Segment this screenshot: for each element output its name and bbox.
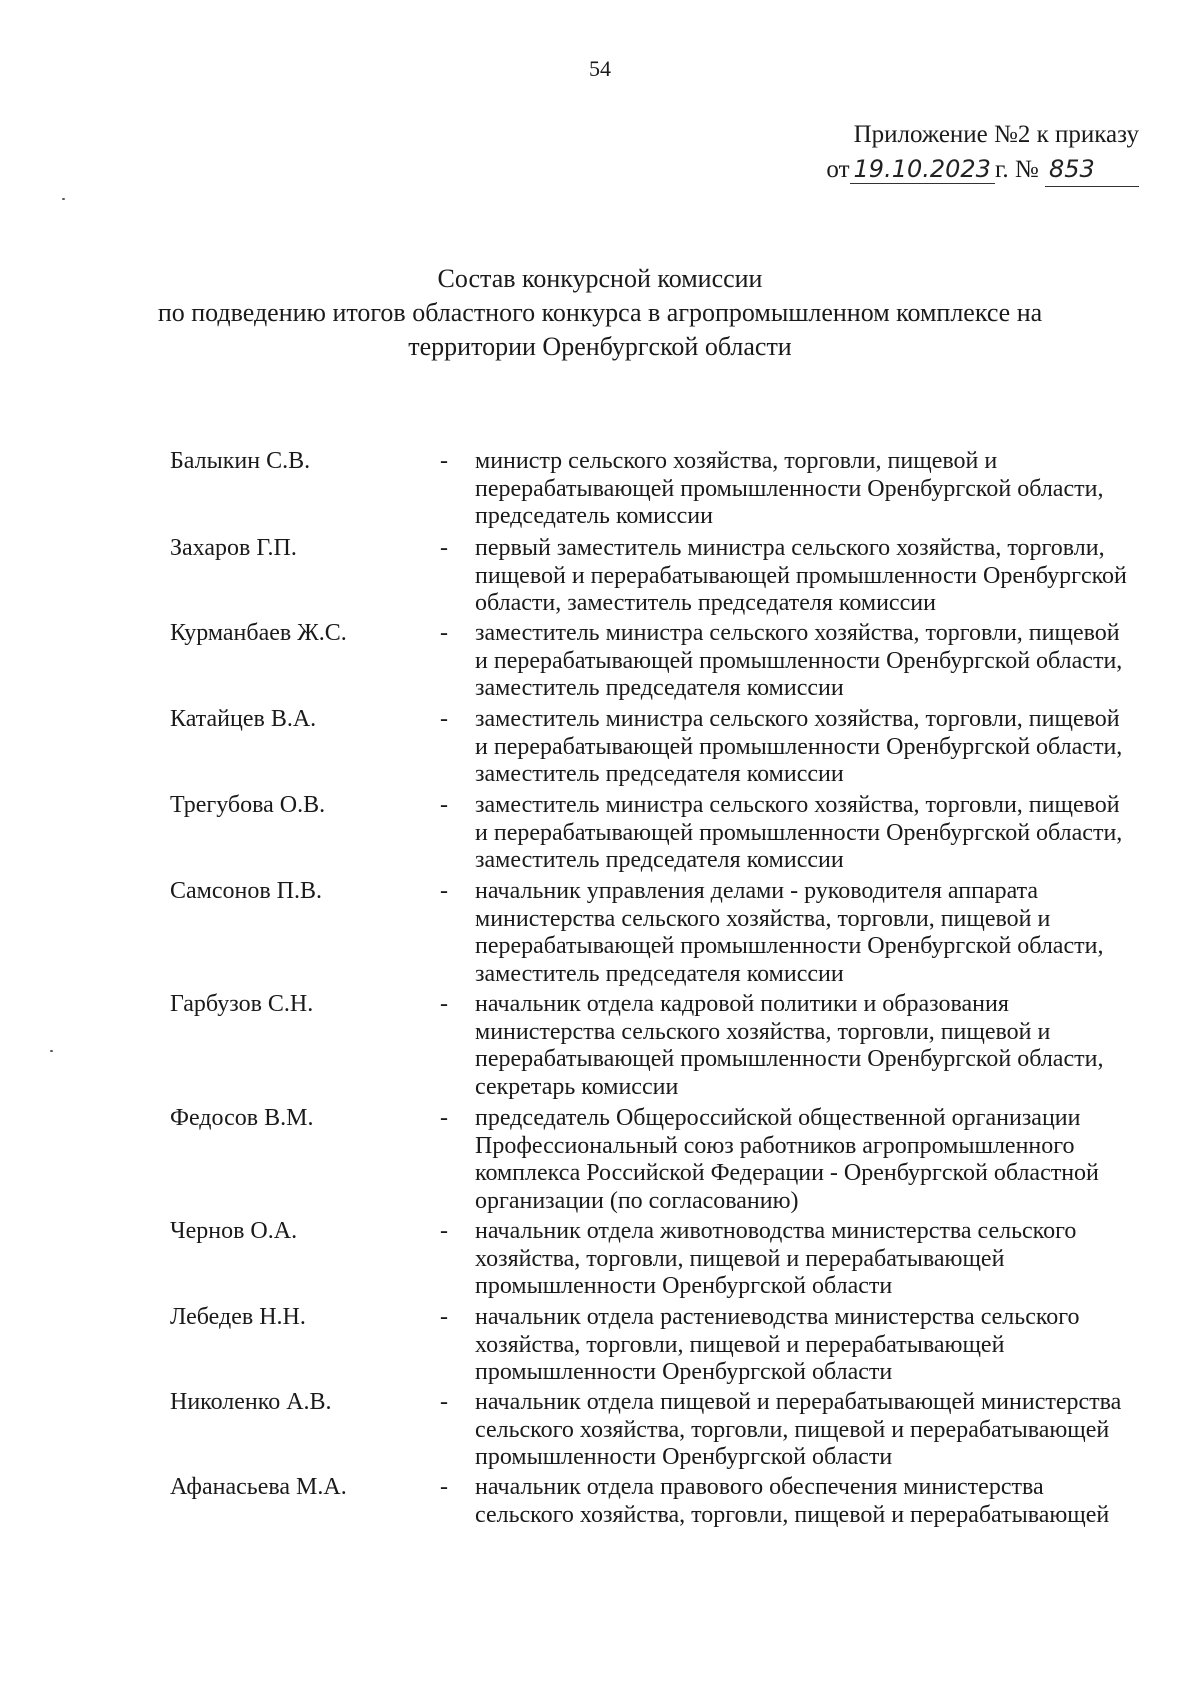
member-position [475,535,1155,618]
page-number: 54 [589,56,611,81]
member-position [475,1105,1155,1215]
member-position-line: и перерабатывающей промышленности Оренбургской области, [475,733,1123,760]
member-position-line: министерства сельского хозяйства, торговли, пищевой и [475,905,1051,932]
member-position-line: промышленности Оренбургской области [475,1359,893,1385]
member-position-line: сельского хозяйства, торговли, пищевой и перерабатывающей [475,1416,1110,1443]
member-position-line: и перерабатывающей промышленности Оренбургской области, [475,647,1123,674]
member-dash: - [440,991,448,1017]
title-line-3: территории Оренбургской области [408,332,792,361]
member-position-line: перерабатывающей промышленности Оренбургской области, [475,933,1104,959]
member-position-line: начальник отдела правового обеспечения министерства [475,1474,1044,1500]
title-line-2: по подведению итогов областного конкурса в агропромышленном комплексе на [157,298,1043,327]
member-position-line: начальник отдела пищевой и перерабатывающей министерства [475,1389,1122,1415]
member-position-line: и перерабатывающей промышленности Оренбургской области, [475,819,1123,846]
member-position-line: перерабатывающей промышленности Оренбургской области, [475,1046,1104,1072]
member-dash: - [440,878,448,904]
member-name: Балыкин С.В. [170,448,311,474]
member-name: Лебедев Н.Н. [170,1304,306,1330]
member-dash: - [440,535,448,561]
order-number-handwritten: 853 [1045,152,1139,187]
order-reference [826,152,1139,187]
member-name: Самсонов П.В. [170,878,323,904]
member-position-line: хозяйства, торговли, пищевой и перерабатывающей [475,1245,1005,1272]
member-name: Афанасьева М.А. [170,1474,347,1500]
member-position-line: промышленности Оренбургской области [475,1273,893,1299]
member-position-line: заместитель председателя комиссии [475,761,844,787]
title-line-1: Состав конкурсной комиссии [437,264,763,293]
member-name: Захаров Г.П. [170,535,297,561]
member-position-line: организации (по согласованию) [475,1187,799,1214]
member-position-line: министерства сельского хозяйства, торговли, пищевой и [475,1018,1051,1045]
member-position-line: заместитель председателя комиссии [475,675,844,701]
member-dash: - [440,706,448,732]
member-dash: - [440,1105,448,1131]
member-name: Трегубова О.В. [170,792,326,818]
member-position-line: заместитель министра сельского хозяйства, торговли, пищевой [475,620,1120,646]
scan-speck [50,1050,53,1052]
member-position-line: комплекса Российской Федерации - Оренбургской областной [475,1160,1099,1186]
member-position [475,1304,1155,1387]
member-position-line: начальник отдела животноводства министерства сельского [475,1218,1077,1244]
member-name: Гарбузов С.Н. [170,991,314,1017]
member-dash: - [440,792,448,818]
member-name: Курманбаев Ж.С. [170,620,347,646]
member-position-line: заместитель председателя комиссии [475,847,844,873]
member-position-line: председатель комиссии [475,503,713,529]
member-dash: - [440,448,448,474]
member-position-line: области, заместитель председателя комиссии [475,590,936,616]
member-position [475,1218,1155,1301]
member-name: Федосов В.М. [170,1105,314,1131]
member-dash: - [440,1474,448,1500]
member-position [475,1389,1155,1472]
member-dash: - [440,1304,448,1330]
order-date-handwritten: 19.10.2023 [850,155,995,184]
member-position-line: начальник отдела растениеводства министерства сельского [475,1304,1080,1330]
member-position-line: министр сельского хозяйства, торговли, пищевой и [475,448,998,474]
member-position-line: заместитель министра сельского хозяйства, торговли, пищевой [475,706,1120,732]
order-number-prefix: г. № [994,156,1039,183]
member-position-line: промышленности Оренбургской области [475,1444,893,1470]
member-position [475,878,1155,988]
member-position [475,706,1155,789]
order-date-prefix: от [826,156,850,183]
appendix-title: Приложение №2 к приказу [853,121,1139,148]
member-position [475,448,1155,531]
document-title [0,262,1200,364]
member-dash: - [440,620,448,646]
member-position-line: заместитель министра сельского хозяйства, торговли, пищевой [475,792,1120,818]
member-position-line: хозяйства, торговли, пищевой и перерабатывающей [475,1331,1005,1358]
member-position [475,991,1155,1101]
member-position-line: начальник управления делами - руководителя аппарата [475,878,1039,904]
member-position-line: заместитель председателя комиссии [475,960,844,987]
member-dash: - [440,1389,448,1415]
member-position-line: председатель Общероссийской общественной организации [475,1105,1081,1131]
member-position-line: сельского хозяйства, торговли, пищевой и перерабатывающей [475,1501,1110,1528]
appendix-header [826,118,1139,187]
member-position [475,1474,1155,1529]
member-position-line: секретарь комиссии [475,1073,679,1100]
member-position [475,792,1155,875]
member-position-line: перерабатывающей промышленности Оренбургской области, [475,475,1104,502]
member-name: Чернов О.А. [170,1218,298,1244]
member-position [475,620,1155,703]
member-position-line: пищевой и перерабатывающей промышленности Оренбургской [475,562,1127,589]
scan-speck [62,198,65,200]
member-position-line: Профессиональный союз работников агропромышленного [475,1132,1075,1159]
member-name: Катайцев В.А. [170,706,317,732]
member-dash: - [440,1218,448,1244]
member-position-line: начальник отдела кадровой политики и образования [475,991,1009,1017]
member-name: Николенко А.В. [170,1389,332,1415]
member-position-line: первый заместитель министра сельского хозяйства, торговли, [475,535,1105,561]
